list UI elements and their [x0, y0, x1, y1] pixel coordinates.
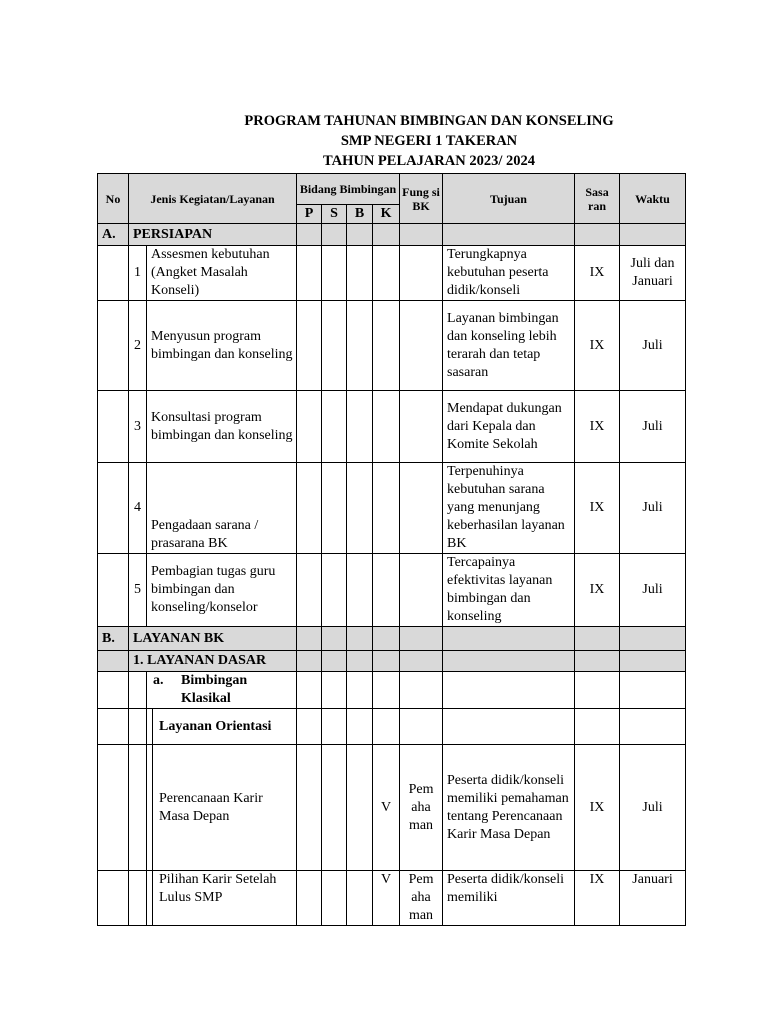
table-row: [98, 745, 686, 871]
subsection-label: Layanan Orientasi: [153, 709, 297, 745]
section-no: A.: [98, 224, 129, 246]
row-kegiatan: Assesmen kebutuhan (Angket Masalah Konseli): [147, 246, 297, 301]
row-kegiatan: Perencanaan Karir Masa Depan: [153, 745, 297, 871]
header-k: K: [373, 205, 400, 224]
section-row-persiapan: [98, 224, 686, 246]
section-label: LAYANAN BK: [129, 627, 297, 651]
table-row: [98, 463, 686, 554]
table-row: [98, 246, 686, 301]
row-waktu: Juli: [620, 554, 686, 627]
row-tujuan: Mendapat dukungan dari Kepala dan Komite Sekolah: [443, 391, 575, 463]
section-label: PERSIAPAN: [129, 224, 297, 246]
row-sasaran: IX: [575, 745, 620, 871]
row-sasaran: IX: [575, 301, 620, 391]
section-no: B.: [98, 627, 129, 651]
title-line-1: PROGRAM TAHUNAN BIMBINGAN DAN KONSELING: [244, 113, 614, 129]
row-kegiatan: Konsultasi program bimbingan dan konseling: [147, 391, 297, 463]
row-waktu: Juli: [620, 391, 686, 463]
row-no: 2: [129, 301, 147, 391]
section-row-layanan: [98, 627, 686, 651]
list-marker: a.: [153, 673, 164, 688]
subsection-label: Bimbingan Klasikal: [181, 673, 248, 706]
row-no: 1: [129, 246, 147, 301]
header-jenis: Jenis Kegiatan/Layanan: [129, 174, 297, 224]
row-tujuan: Terpenuhinya kebutuhan sarana yang menunjang keberhasilan layanan BK: [443, 463, 575, 554]
row-no: 5: [129, 554, 147, 627]
header-bidang: Bidang Bimbingan: [297, 174, 400, 205]
title-line-2: SMP NEGERI 1 TAKERAN: [340, 133, 518, 149]
header-fungsi: Fung si BK: [400, 174, 443, 224]
row-kegiatan: Pembagian tugas guru bimbingan dan konseling/konselor: [147, 554, 297, 627]
header-sasaran: Sasa ran: [575, 174, 620, 224]
header-s: S: [322, 205, 347, 224]
row-waktu: Juli: [620, 463, 686, 554]
row-sasaran: IX: [575, 246, 620, 301]
row-sasaran: IX: [575, 871, 620, 926]
row-tujuan: Peserta didik/konseli memiliki: [443, 871, 575, 926]
header-p: P: [297, 205, 322, 224]
program-table: [97, 173, 686, 926]
document-title: [0, 111, 768, 171]
row-kegiatan: Menyusun program bimbingan dan konseling: [147, 301, 297, 391]
row-kegiatan: Pengadaan sarana / prasarana BK: [147, 463, 297, 554]
row-fungsi: Pem aha man: [400, 871, 443, 926]
row-sasaran: IX: [575, 463, 620, 554]
row-k-mark: V: [373, 871, 400, 926]
subsection-row-klasikal: [98, 672, 686, 709]
row-waktu: Juli dan Januari: [620, 246, 686, 301]
row-waktu: Juli: [620, 301, 686, 391]
header-waktu: Waktu: [620, 174, 686, 224]
row-tujuan: Peserta didik/konseli memiliki pemahaman tentang Perencanaan Karir Masa Depan: [443, 745, 575, 871]
subsection-row-orientasi: [98, 709, 686, 745]
header-b: B: [347, 205, 373, 224]
row-tujuan: Layanan bimbingan dan konseling lebih terarah dan tetap sasaran: [443, 301, 575, 391]
subsection-label: 1. LAYANAN DASAR: [129, 651, 297, 672]
row-no: 3: [129, 391, 147, 463]
row-waktu: Juli: [620, 745, 686, 871]
row-no: 4: [129, 463, 147, 554]
subsection-row-dasar: [98, 651, 686, 672]
header-tujuan: Tujuan: [443, 174, 575, 224]
row-sasaran: IX: [575, 391, 620, 463]
table-row: [98, 391, 686, 463]
header-no: No: [98, 174, 129, 224]
title-line-3: TAHUN PELAJARAN 2023/ 2024: [323, 153, 535, 169]
table-row: [98, 554, 686, 627]
row-fungsi: Pem aha man: [400, 745, 443, 871]
row-sasaran: IX: [575, 554, 620, 627]
row-waktu: Januari: [620, 871, 686, 926]
row-kegiatan: Pilihan Karir Setelah Lulus SMP: [153, 871, 297, 926]
row-tujuan: Tercapainya efektivitas layanan bimbingan dan konseling: [443, 554, 575, 627]
table-row: [98, 871, 686, 926]
table-row: [98, 301, 686, 391]
row-k-mark: V: [373, 745, 400, 871]
row-tujuan: Terungkapnya kebutuhan peserta didik/konseli: [443, 246, 575, 301]
